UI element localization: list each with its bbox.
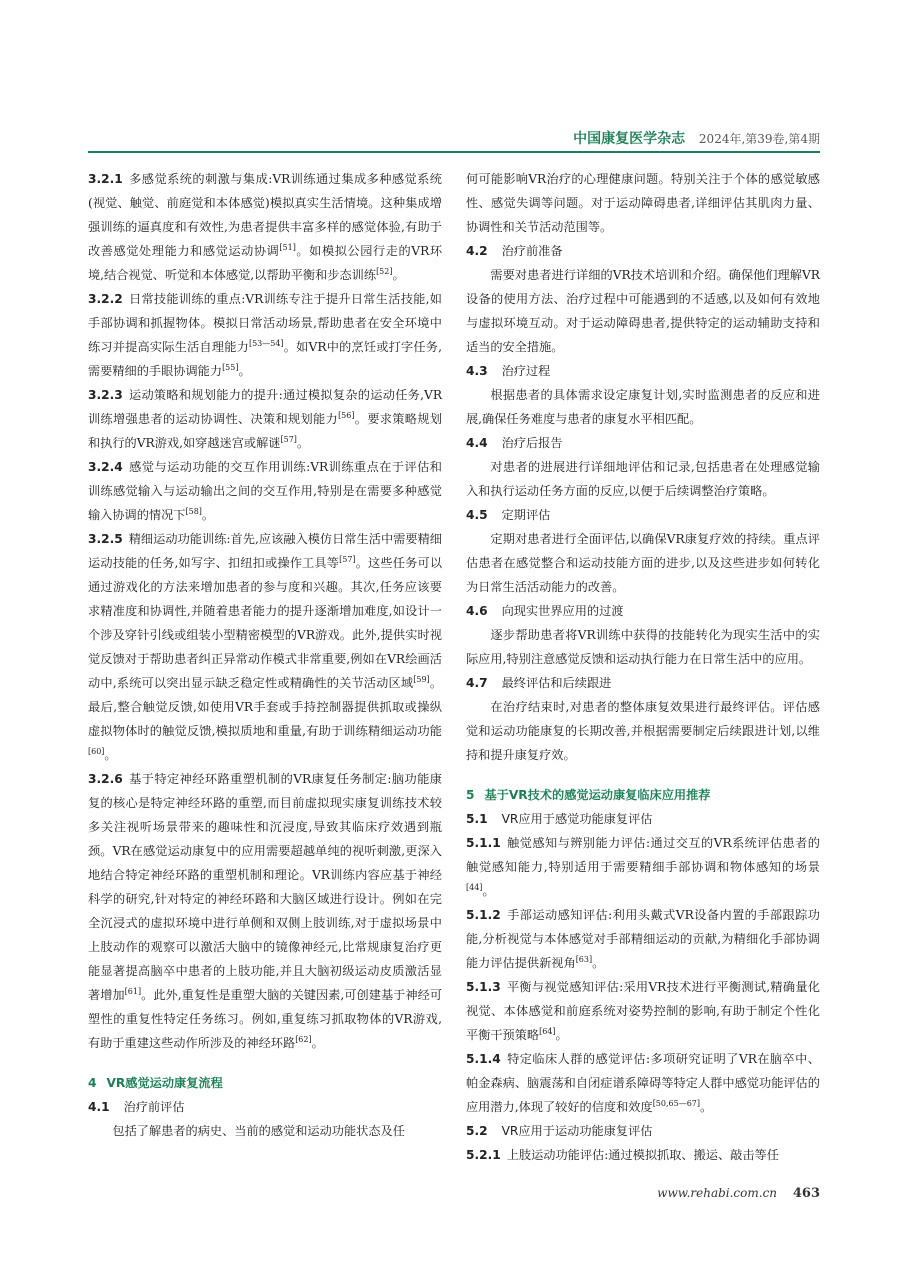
running-header — [88, 128, 820, 150]
citation-ref: [55] — [222, 362, 239, 372]
numbered-paragraph — [466, 975, 820, 1047]
citation-ref: [64] — [539, 1026, 556, 1036]
paragraph-number: 5.2.1 — [466, 1148, 501, 1162]
section-number: 4 — [88, 1076, 97, 1090]
paragraph-number: 3.2.1 — [88, 172, 123, 186]
subsection-number: 4.2 — [466, 244, 488, 258]
subsection-title: 治疗前评估 — [123, 1100, 185, 1114]
numbered-paragraph — [88, 287, 442, 383]
body-paragraph: 对患者的进展进行详细地评估和记录,包括患者在处理感觉输入和执行运动任务方面的反应,以便于后续调整治疗策略。 — [466, 460, 820, 498]
section-title: VR感觉运动康复流程 — [106, 1076, 223, 1090]
paragraph-text: 。此外,重复性是重塑大脑的关键因素,可创建基于神经可塑性的重复性特定任务练习。例如,重复练习抓取物体的VR游戏,有助于重建这些动作所涉及的神经环路 — [88, 988, 443, 1050]
body-paragraph-continued: 何可能影响VR治疗的心理健康问题。特别关注于个体的感觉敏感性、感觉失调等问题。对于运动障碍患者,详细评估其肌肉力量、协调性和关节活动范围等。 — [466, 172, 820, 234]
subsection-title: 定期评估 — [501, 508, 551, 522]
citation-ref: [59] — [413, 674, 430, 684]
subsection-number: 5.2 — [466, 1124, 488, 1138]
section-heading — [466, 783, 820, 807]
paragraph-text: 。 — [392, 268, 405, 282]
body-paragraph: 逐步帮助患者将VR训练中获得的技能转化为现实生活中的实际应用,特别注意感觉反馈和运动执行能力在日常生活中的应用。 — [466, 628, 820, 666]
citation-ref: [57] — [339, 554, 356, 564]
citation-ref: [58] — [185, 506, 202, 516]
subsection-heading — [466, 503, 820, 527]
subsection-heading — [466, 239, 820, 263]
paragraph-number: 5.1.2 — [466, 908, 501, 922]
paragraph-text: 运动策略和规划能力的提升:通过模拟复杂的运动任务,VR训练增强患者的运动协调性、决策和规划能力 — [88, 388, 442, 426]
citation-ref: [52] — [376, 266, 393, 276]
subsection-heading — [466, 807, 820, 831]
subsection-number: 5.1 — [466, 812, 488, 826]
citation-ref: [50,65—67] — [652, 1098, 701, 1108]
paragraph-text: 。 — [201, 508, 215, 522]
paragraph-text: 基于特定神经环路重塑机制的VR康复任务制定:脑功能康复的核心是特定神经环路的重塑,而目前虚拟现实康复训练技术较多关注视听场景带来的趣味性和沉浸度,导致其临床疗效遇到瓶颈。VR在感觉运动康复中的应用需要超越单纯的视听刺激,更深入地结合特定神经环路的重塑机制和理论。VR训练内容应基于神经科学的研究,针对特定的神经环路和大脑区域进行设计。例如在完全沉浸式的虚拟环境中进行单侧和双侧上肢训练,对于虚拟场景中上肢动作的观察可以激活大脑中的镜像神经元,比常规康复治疗更能显著提高脑卒中患者的上肢功能,并且大脑初级运动皮质激活显著增加 — [88, 772, 442, 1002]
subsection-heading — [88, 1095, 442, 1119]
paragraph-text: 日常技能训练的重点:VR训练专注于提升日常生活技能,如手部协调和抓握物体。模拟日常活动场景,帮助患者在安全环境中练习并提高实际生活自理能力 — [88, 292, 442, 354]
citation-ref: [53—54] — [248, 338, 284, 348]
subsection-title: 向现实世界应用的过渡 — [501, 604, 624, 618]
left-column — [88, 167, 442, 1143]
numbered-paragraph — [466, 1047, 820, 1119]
paragraph-text: 感觉与运动功能的交互作用训练:VR训练重点在于评估和训练感觉输入与运动输出之间的交互作用,特别是在需要多种感觉输入协调的情况下 — [88, 460, 442, 522]
citation-ref: [60] — [88, 746, 105, 756]
paragraph-text: 。 — [296, 436, 310, 450]
subsection-number: 4.6 — [466, 604, 488, 618]
paragraph-text: 多感觉系统的刺激与集成:VR训练通过集成多种感觉系统(视觉、触觉、前庭觉和本体感觉)模拟真实生活情境。这种集成增强训练的逼真度和有效性,为患者提供丰富多样的感觉体验,有助于改善感觉处理能力和感觉运动协调 — [88, 172, 442, 258]
right-column — [466, 167, 820, 1167]
paragraph-text: 。 — [700, 1100, 713, 1114]
numbered-paragraph — [466, 903, 820, 975]
citation-ref: [56] — [338, 410, 355, 420]
section-title: 基于VR技术的感觉运动康复临床应用推荐 — [484, 788, 711, 802]
section-number: 5 — [466, 788, 475, 802]
subsection-title: 治疗过程 — [501, 364, 551, 378]
footer-url: www.rehabi.com.cn — [657, 1186, 778, 1200]
subsection-heading — [466, 671, 820, 695]
header-rule — [88, 151, 820, 153]
citation-ref: [61] — [124, 986, 142, 996]
paragraph-number: 5.1.3 — [466, 980, 501, 994]
body-paragraph: 包括了解患者的病史、当前的感觉和运动功能状态及任 — [112, 1124, 405, 1138]
subsection-title: 最终评估和后续跟进 — [501, 676, 612, 690]
issue-info: 2024年,第39卷,第4期 — [698, 132, 820, 146]
paragraph-text: 。最后,整合触觉反馈,如使用VR手套或手持控制器提供抓取或操纵虚拟物体时的触觉反馈,模拟质地和重量,有助于训练精细运动功能 — [88, 676, 443, 738]
section-heading — [88, 1071, 442, 1095]
paragraph-text: 。 — [592, 956, 605, 970]
subsection-title: VR应用于感觉功能康复评估 — [501, 812, 653, 826]
paragraph-number: 3.2.3 — [88, 388, 123, 402]
citation-ref: [62] — [295, 1034, 312, 1044]
paragraph-number: 5.1.1 — [466, 836, 501, 850]
paragraph-text: 。要求策略规划和执行的VR游戏,如穿越迷宫或解谜 — [88, 412, 443, 450]
paragraph-text: 精细运动功能训练:首先,应该融入模仿日常生活中需要精细运动技能的任务,如写字、扣纽扣或操作工具等 — [88, 532, 442, 570]
paragraph-text: 特定临床人群的感觉评估:多项研究证明了VR在脑卒中、帕金森病、脑震荡和自闭症谱系障碍等特定人群中感觉功能评估的应用潜力,体现了较好的信度和效度 — [466, 1052, 820, 1114]
subsection-heading — [466, 1119, 820, 1143]
body-paragraph: 定期对患者进行全面评估,以确保VR康复疗效的持续。重点评估患者在感觉整合和运动技能方面的进步,以及这些进步如何转化为日常生活活动能力的改善。 — [466, 532, 820, 594]
paragraph-number: 3.2.4 — [88, 460, 123, 474]
paragraph-text: 平衡与视觉感知评估:采用VR技术进行平衡测试,精确量化视觉、本体感觉和前庭系统对姿势控制的影响,有助于制定个性化平衡干预策略 — [466, 980, 820, 1042]
numbered-paragraph — [88, 383, 442, 455]
paragraph-text: 。 — [555, 1028, 568, 1042]
subsection-title: VR应用于运动功能康复评估 — [501, 1124, 653, 1138]
citation-ref: [57] — [280, 434, 297, 444]
subsection-number: 4.4 — [466, 436, 488, 450]
numbered-paragraph — [88, 767, 442, 1055]
body-paragraph: 需要对患者进行详细的VR技术培训和介绍。确保他们理解VR设备的使用方法、治疗过程中可能遇到的不适感,以及如何有效地与虚拟环境互动。对于运动障碍患者,提供特定的运动辅助支持和适当的安全措施。 — [466, 268, 820, 354]
paragraph-text: 。如VR中的烹饪或打字任务,需要精细的手眼协调能力 — [88, 340, 442, 378]
paragraph-text: 触觉感知与辨别能力评估:通过交互的VR系统评估患者的触觉感知能力,特别适用于需要精细手部协调和物体感知的场景 — [466, 836, 820, 874]
paragraph-text: 上肢运动功能评估:通过模拟抓取、搬运、敲击等任 — [506, 1148, 779, 1162]
numbered-paragraph — [466, 1143, 820, 1167]
body-paragraph: 根据患者的具体需求设定康复计划,实时监测患者的反应和进展,确保任务难度与患者的康复水平相匹配。 — [466, 388, 820, 426]
citation-ref: [51] — [279, 242, 296, 252]
subsection-heading — [466, 599, 820, 623]
page-footer — [88, 1186, 820, 1206]
paragraph-number: 3.2.6 — [88, 772, 123, 786]
paragraph-text: 。 — [311, 1036, 324, 1050]
paragraph-number: 3.2.5 — [88, 532, 123, 546]
subsection-number: 4.7 — [466, 676, 488, 690]
subsection-heading — [466, 431, 820, 455]
paragraph-text: 。 — [104, 748, 117, 762]
paragraph-text: 。 — [482, 884, 495, 898]
page-number: 463 — [792, 1186, 820, 1201]
paragraph-number: 5.1.4 — [466, 1052, 501, 1066]
paragraph-text: 手部运动感知评估:利用头戴式VR设备内置的手部跟踪功能,分析视觉与本体感觉对手部精细运动的贡献,为精细化手部协调能力评估提供新视角 — [466, 908, 820, 970]
subsection-title: 治疗后报告 — [501, 436, 563, 450]
journal-title: 中国康复医学杂志 — [573, 131, 686, 147]
subsection-heading — [466, 359, 820, 383]
paragraph-text: 。 — [238, 364, 251, 378]
paragraph-number: 3.2.2 — [88, 292, 123, 306]
numbered-paragraph — [88, 455, 442, 527]
subsection-title: 治疗前准备 — [501, 244, 563, 258]
subsection-number: 4.3 — [466, 364, 488, 378]
paragraph-text: 。这些任务可以通过游戏化的方法来增加患者的参与度和兴趣。其次,任务应该要求精准度和协调性,并随着患者能力的提升逐渐增加难度,如设计一个涉及穿针引线或组装小型精密模型的VR游戏。此外,提供实时视觉反馈对于帮助患者纠正异常动作模式非常重要,例如在VR绘画活动中,系统可以突出显示缺乏稳定性或精确性的关节活动区域 — [88, 556, 443, 690]
numbered-paragraph — [88, 167, 442, 287]
paragraph-text: 。如模拟公园行走的VR环境,结合视觉、听觉和本体感觉,以帮助平衡和步态训练 — [88, 244, 443, 282]
citation-ref: [44] — [466, 882, 483, 892]
body-paragraph: 在治疗结束时,对患者的整体康复效果进行最终评估。评估感觉和运动功能康复的长期改善,并根据需要制定后续跟进计划,以维持和提升康复疗效。 — [466, 700, 820, 762]
subsection-number: 4.1 — [88, 1100, 110, 1114]
numbered-paragraph — [88, 527, 442, 767]
numbered-paragraph — [466, 831, 820, 903]
subsection-number: 4.5 — [466, 508, 488, 522]
citation-ref: [63] — [575, 954, 593, 964]
